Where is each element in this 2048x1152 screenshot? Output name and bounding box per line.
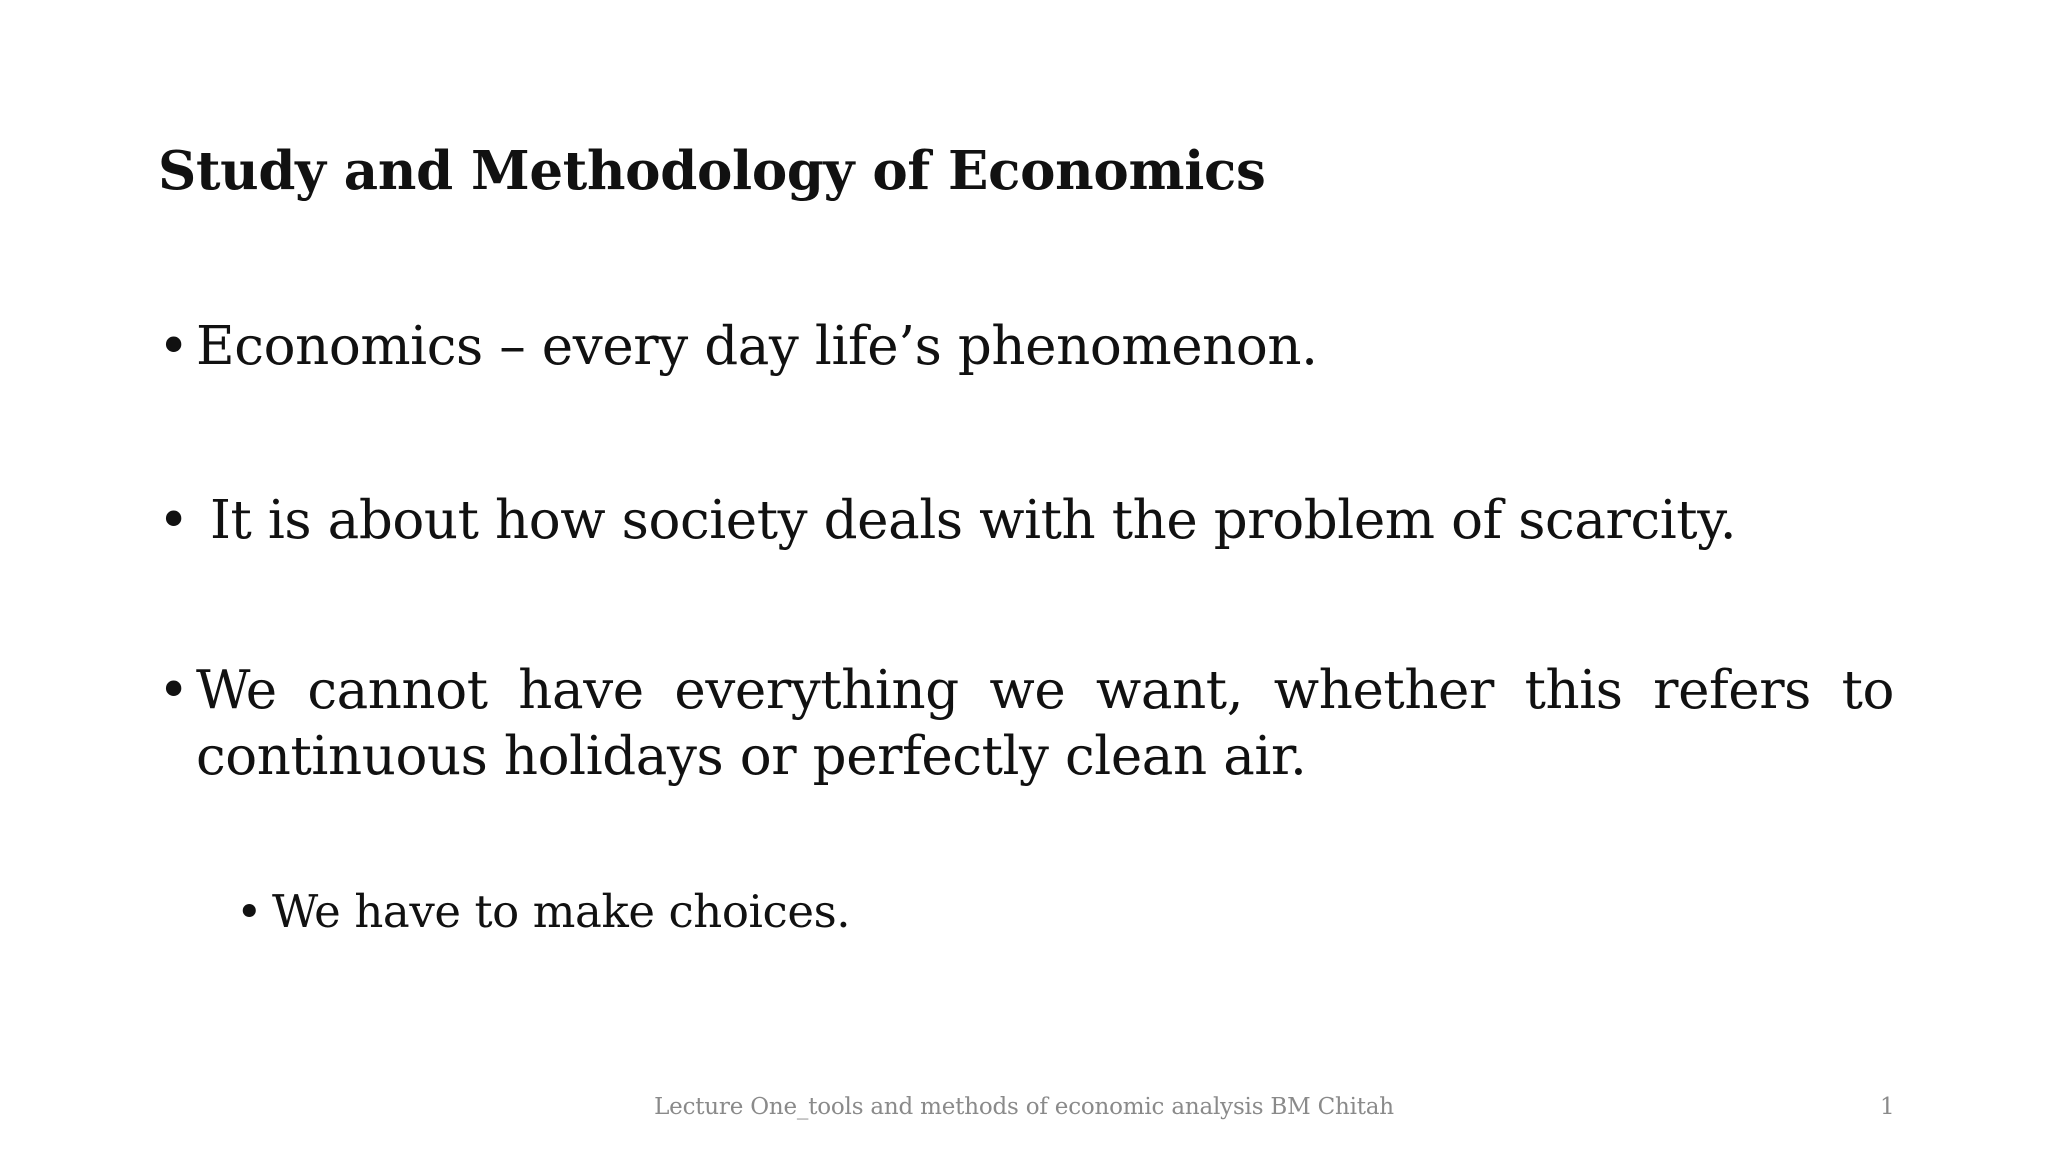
sub-bullet-item [236, 884, 850, 940]
bullet-dot: • [158, 316, 189, 377]
bullet-item [158, 658, 1894, 790]
bullet-text: Economics – every day life’s phenomenon. [196, 316, 1318, 377]
bullet-text: We cannot have everything we want, whether this refers to continuous holidays or perfectly clean air. [196, 660, 1894, 787]
slide-footer: Lecture One_tools and methods of economic analysis BM Chitah [654, 1094, 1394, 1120]
bullet-item [158, 314, 1918, 380]
slide-title: Study and Methodology of Economics [158, 140, 1266, 202]
bullet-item [158, 488, 1918, 554]
bullet-dot: • [158, 660, 189, 721]
page-number: 1 [1880, 1094, 1895, 1120]
bullet-dot: • [158, 490, 189, 551]
bullet-dot: • [236, 885, 263, 938]
bullet-text: It is about how society deals with the problem of scarcity. [210, 490, 1737, 551]
sub-bullet-text: We have to make choices. [272, 885, 851, 938]
